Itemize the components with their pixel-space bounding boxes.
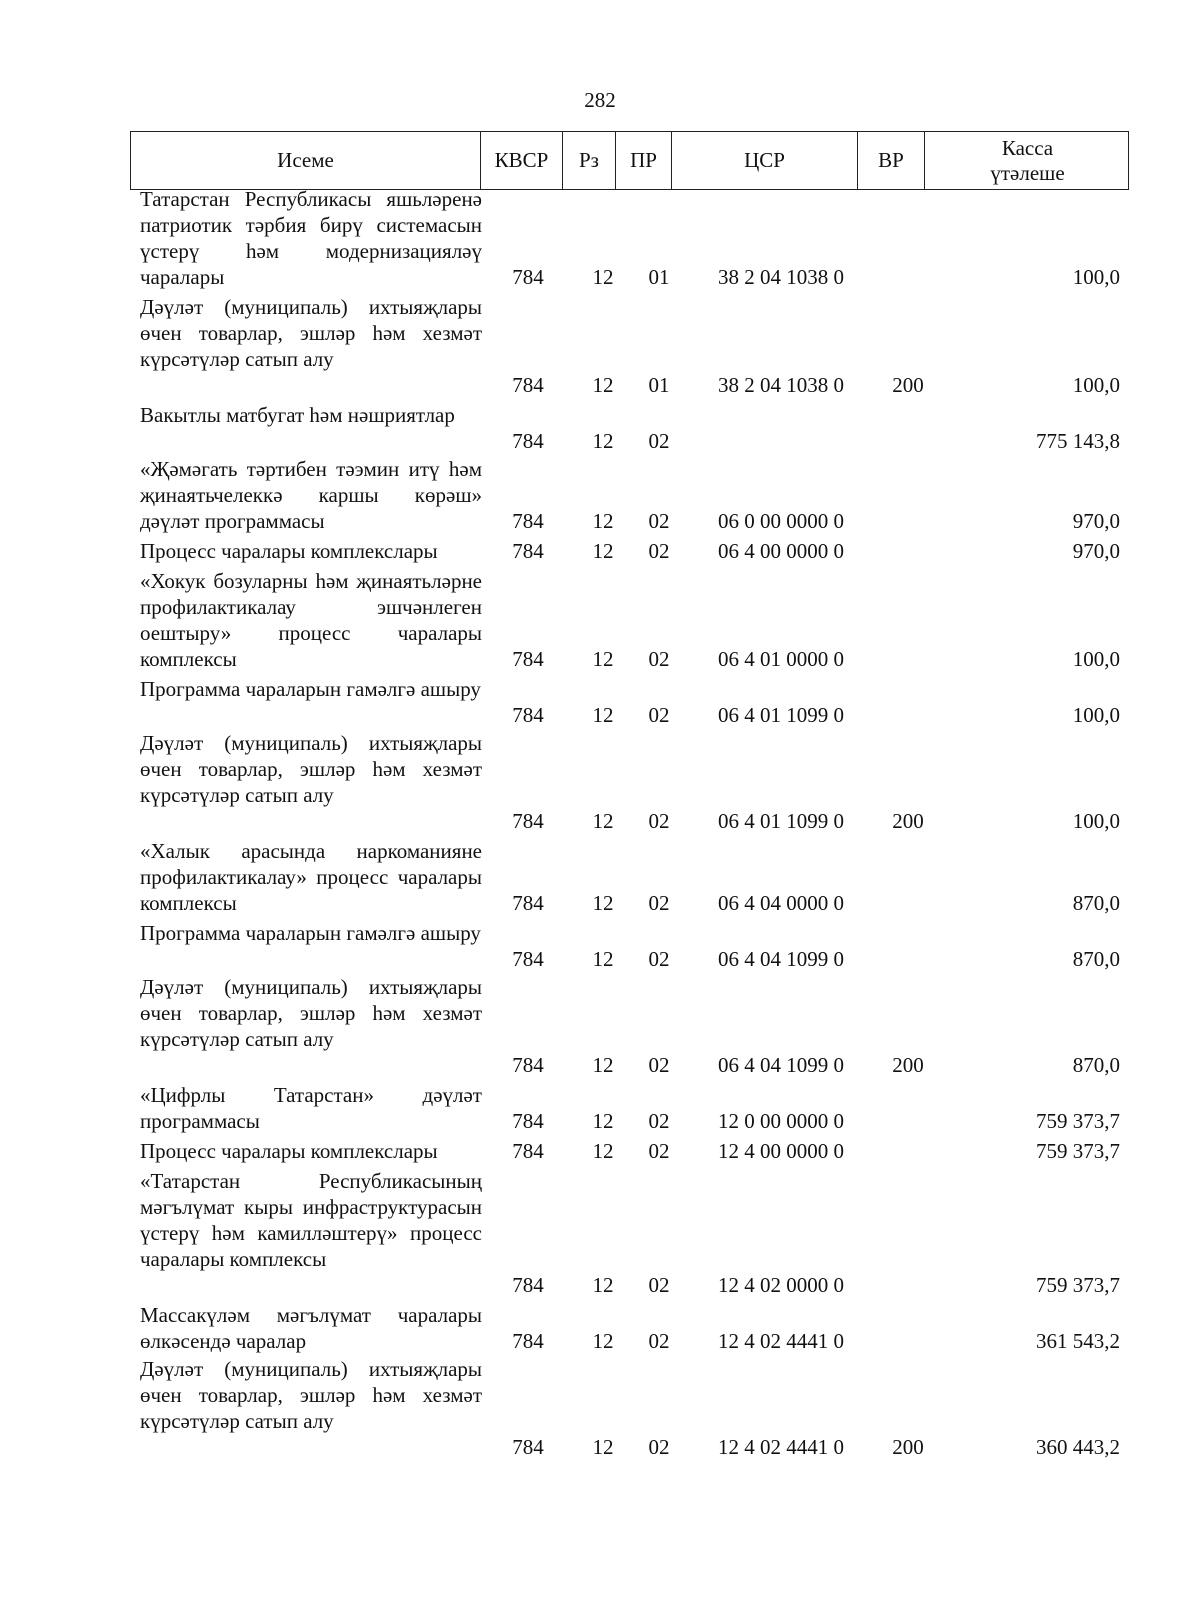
row-kvsr: 784: [512, 1435, 544, 1459]
table-header: [130, 131, 1129, 190]
row-sum: 759 373,7: [1036, 1139, 1120, 1163]
row-rz: 12: [592, 1053, 614, 1077]
row-name: Процесс чаралары комплекслары: [140, 539, 438, 563]
row-rz: 12: [592, 539, 614, 563]
row-pr: 02: [648, 1273, 670, 1297]
header-kassa-line1: Касса: [1001, 135, 1054, 160]
row-kvsr: 784: [512, 539, 544, 563]
row-kvsr: 784: [512, 1329, 544, 1353]
row-name: «Хокук бозуларны һәм җинаятьләрне профилактикалау эшчәнлеген оештыру» процесс чаралары комплексы: [140, 569, 482, 671]
row-rz: 12: [592, 947, 614, 971]
row-csr: 06 0 00 0000 0: [718, 509, 844, 533]
row-name: «Цифрлы Татарстан» дәүләт программасы: [140, 1083, 482, 1133]
row-pr: 02: [648, 539, 670, 563]
row-pr: 02: [648, 703, 670, 727]
header-kvsr: КВСР: [480, 132, 562, 189]
header-name: Исеме: [277, 148, 334, 172]
row-sum: 970,0: [1072, 539, 1120, 563]
row-rz: 12: [592, 1329, 614, 1353]
row-sum: 100,0: [1072, 703, 1120, 727]
row-kvsr: 784: [512, 1273, 544, 1297]
row-sum: 870,0: [1072, 947, 1120, 971]
row-vr: 200: [892, 373, 924, 397]
row-csr: 06 4 04 0000 0: [718, 891, 844, 915]
header-pr: ПР: [615, 132, 671, 189]
row-sum: 970,0: [1072, 509, 1120, 533]
row-pr: 02: [648, 1329, 670, 1353]
row-rz: 12: [592, 703, 614, 727]
row-pr: 01: [648, 373, 670, 397]
row-rz: 12: [592, 1435, 614, 1459]
row-kvsr: 784: [512, 647, 544, 671]
row-sum: 870,0: [1072, 1053, 1120, 1077]
row-csr: 12 4 02 0000 0: [718, 1273, 844, 1297]
row-pr: 02: [648, 809, 670, 833]
row-rz: 12: [592, 1139, 614, 1163]
row-csr: 06 4 01 0000 0: [718, 647, 844, 671]
row-sum: 100,0: [1072, 373, 1120, 397]
row-vr: 200: [892, 1053, 924, 1077]
row-kvsr: 784: [512, 265, 544, 289]
row-sum: 361 543,2: [1036, 1329, 1120, 1353]
row-csr: 12 4 00 0000 0: [718, 1139, 844, 1163]
row-sum: 100,0: [1072, 265, 1120, 289]
row-name: Дәүләт (муниципаль) ихтыяҗлары өчен товарлар, эшләр һәм хезмәт күрсәтүләр сатып алу: [140, 1357, 482, 1433]
row-pr: 01: [648, 265, 670, 289]
row-rz: 12: [592, 1109, 614, 1133]
row-kvsr: 784: [512, 429, 544, 453]
row-name: Дәүләт (муниципаль) ихтыяҗлары өчен товарлар, эшләр һәм хезмәт күрсәтүләр сатып алу: [140, 975, 482, 1051]
row-rz: 12: [592, 265, 614, 289]
row-pr: 02: [648, 891, 670, 915]
row-kvsr: 784: [512, 947, 544, 971]
header-vr: ВР: [857, 132, 924, 189]
row-name: «Җәмәгать тәртибен тәэмин итү һәм җинаятьчелеккә каршы көрәш» дәүләт программасы: [140, 457, 482, 533]
row-csr: 12 4 02 4441 0: [718, 1329, 844, 1353]
row-rz: 12: [592, 373, 614, 397]
row-rz: 12: [592, 429, 614, 453]
row-sum: 759 373,7: [1036, 1109, 1120, 1133]
header-kassa-line2: үтәлеше: [990, 160, 1065, 185]
row-name: Массакүләм мәгълүмат чаралары өлкәсендә чаралар: [140, 1303, 482, 1353]
row-name: Программа чараларын гамәлгә ашыру: [140, 921, 481, 945]
row-csr: 12 4 02 4441 0: [718, 1435, 844, 1459]
row-rz: 12: [592, 891, 614, 915]
row-csr: 06 4 01 1099 0: [718, 809, 844, 833]
row-rz: 12: [592, 509, 614, 533]
row-kvsr: 784: [512, 509, 544, 533]
row-sum: 100,0: [1072, 809, 1120, 833]
row-csr: 38 2 04 1038 0: [718, 265, 844, 289]
row-rz: 12: [592, 809, 614, 833]
row-pr: 02: [648, 1435, 670, 1459]
row-kvsr: 784: [512, 809, 544, 833]
row-vr: 200: [892, 809, 924, 833]
header-csr: ЦСР: [671, 132, 857, 189]
row-pr: 02: [648, 429, 670, 453]
page-number: 282: [584, 88, 616, 112]
row-kvsr: 784: [512, 373, 544, 397]
row-kvsr: 784: [512, 891, 544, 915]
row-kvsr: 784: [512, 1139, 544, 1163]
row-name: Дәүләт (муниципаль) ихтыяҗлары өчен товарлар, эшләр һәм хезмәт күрсәтүләр сатып алу: [140, 295, 482, 371]
row-name: Дәүләт (муниципаль) ихтыяҗлары өчен товарлар, эшләр һәм хезмәт күрсәтүләр сатып алу: [140, 731, 482, 807]
row-kvsr: 784: [512, 1109, 544, 1133]
row-name: «Халык арасында наркоманияне профилактикалау» процесс чаралары комплексы: [140, 839, 482, 915]
row-pr: 02: [648, 647, 670, 671]
row-name: Вакытлы матбугат һәм нәшриятлар: [140, 403, 455, 427]
row-name: «Татарстан Республикасының мәгълүмат кыры инфраструктурасын үстерү һәм камилләштерү» процесс чаралары комплексы: [140, 1169, 482, 1271]
row-kvsr: 784: [512, 703, 544, 727]
header-rz: Рз: [562, 132, 615, 189]
row-sum: 100,0: [1072, 647, 1120, 671]
row-name: Татарстан Республикасы яшьләренә патриотик тәрбия бирү системасын үстерү һәм модернизацияләү чаралары: [140, 187, 482, 289]
row-sum: 870,0: [1072, 891, 1120, 915]
row-vr: 200: [892, 1435, 924, 1459]
row-pr: 02: [648, 1053, 670, 1077]
row-csr: 06 4 04 1099 0: [718, 947, 844, 971]
row-rz: 12: [592, 647, 614, 671]
row-kvsr: 784: [512, 1053, 544, 1077]
row-pr: 02: [648, 1109, 670, 1133]
row-name: Программа чараларын гамәлгә ашыру: [140, 677, 481, 701]
row-pr: 02: [648, 1139, 670, 1163]
row-rz: 12: [592, 1273, 614, 1297]
row-csr: 38 2 04 1038 0: [718, 373, 844, 397]
row-csr: 06 4 00 0000 0: [718, 539, 844, 563]
row-pr: 02: [648, 947, 670, 971]
header-kassa: [924, 132, 1130, 189]
row-sum: 759 373,7: [1036, 1273, 1120, 1297]
row-csr: 06 4 01 1099 0: [718, 703, 844, 727]
row-sum: 775 143,8: [1036, 429, 1120, 453]
row-name: Процесс чаралары комплекслары: [140, 1139, 438, 1163]
row-pr: 02: [648, 509, 670, 533]
row-csr: 12 0 00 0000 0: [718, 1109, 844, 1133]
row-sum: 360 443,2: [1036, 1435, 1120, 1459]
row-csr: 06 4 04 1099 0: [718, 1053, 844, 1077]
